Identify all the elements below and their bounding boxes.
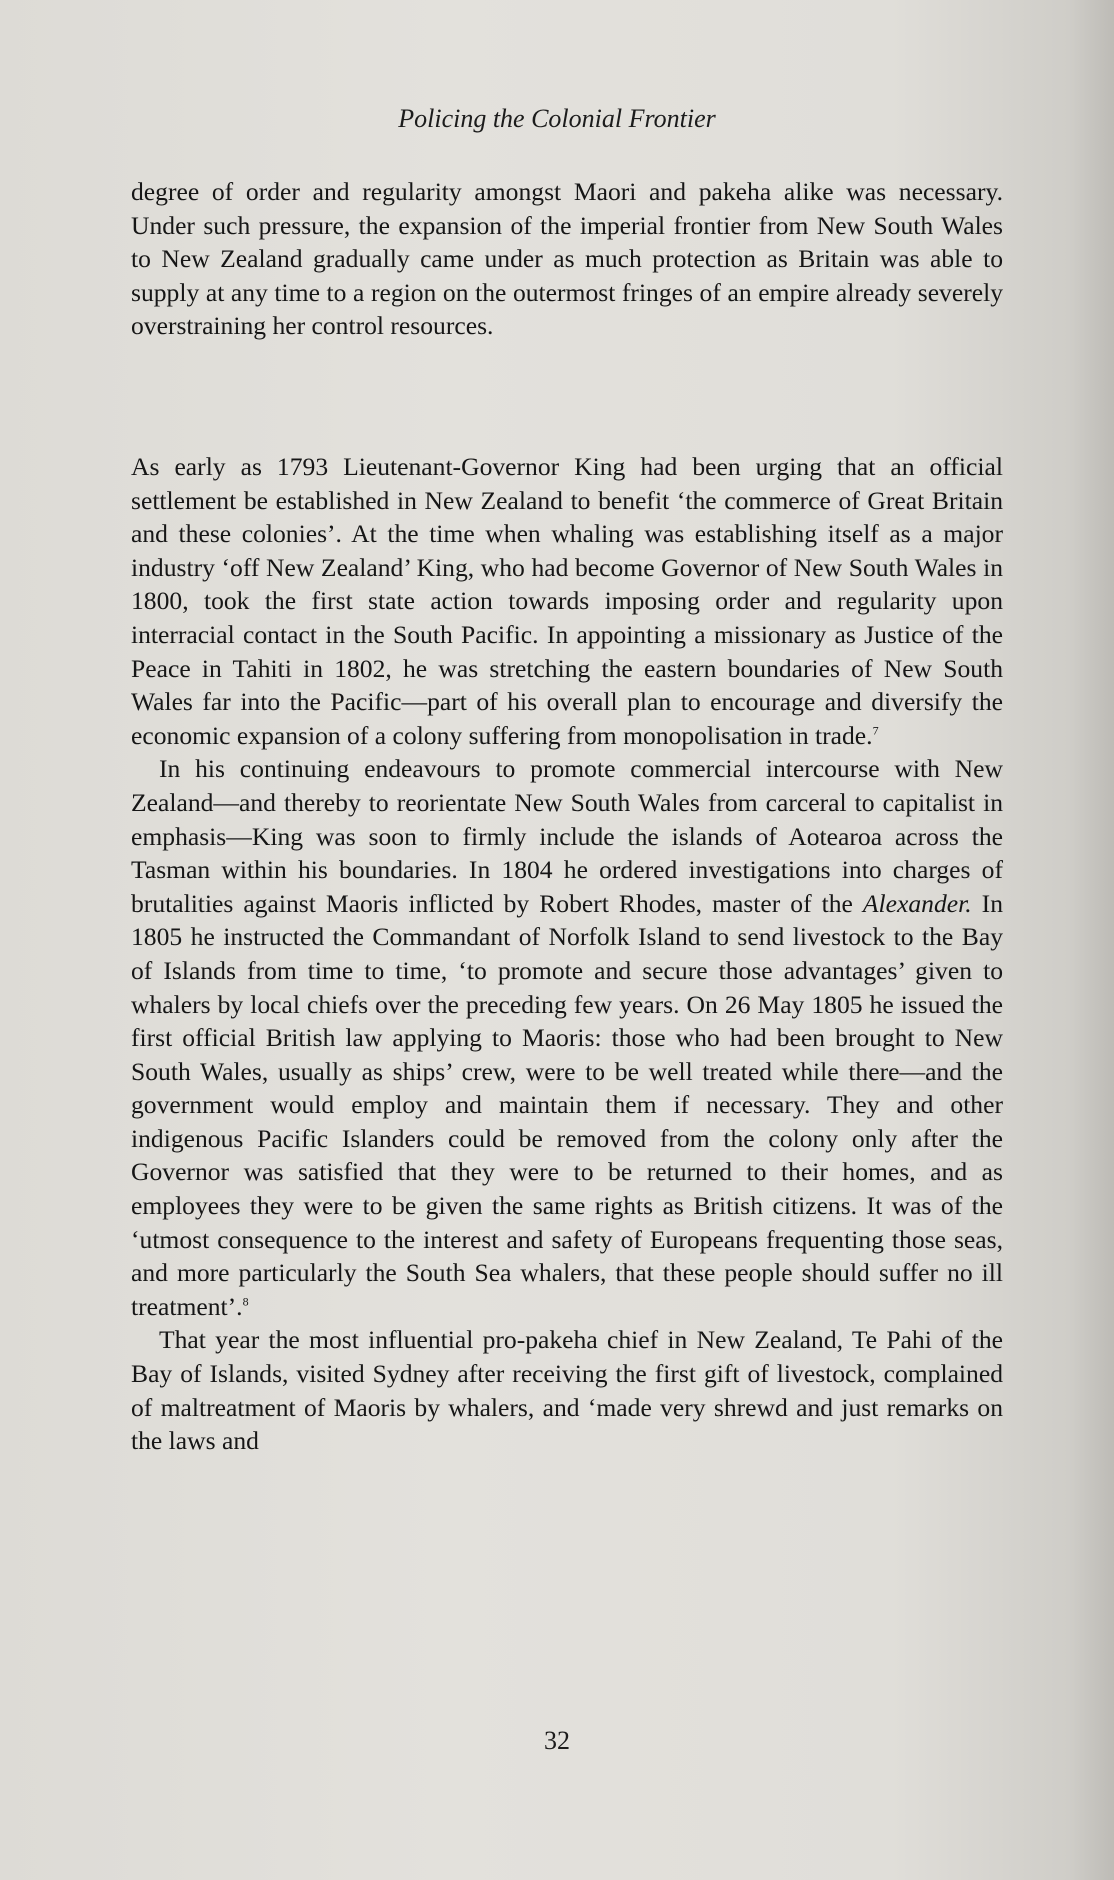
paragraph-text: In his continuing endeavours to promote commercial intercourse with New Zealand—and thereby to reorientate New South Wales from carceral to capitalist in emphasis—King was soon to firmly include the islands of Aotearoa across the Tasman within his boundaries. In 1804 he ordered investigations into charges of brutalities against Maoris inflicted by Robert Rhodes, master of the xyxy=(131,754,1003,918)
footnote-marker: 7 xyxy=(872,723,879,738)
paragraph-te-pahi: That year the most influential pro-pakeha chief in New Zealand, Te Pahi of the Bay of Islands, visited Sydney after receiving the first gift of livestock, complained of maltreatment of Maoris by whalers, and ‘made very shrewd and just remarks on the laws and xyxy=(131,1325,1003,1456)
text-block-main xyxy=(131,450,1003,1458)
footnote-marker: 8 xyxy=(242,1294,249,1309)
ship-name: Alexander. xyxy=(862,888,972,918)
paragraph-text: In 1805 he instructed the Commandant of Norfolk Island to send livestock to the Bay of Islands from time to time, ‘to promote and secure those advantages’ given to whalers by local chiefs over the preceding few years. On 26 May 1805 he issued the first official British law applying to Maoris: those who had been brought to New South Wales, usually as ships’ crew, were to be well treated while there—and the government would employ and maintain them if necessary. They and other indigenous Pacific Islanders could be removed from the colony only after the Governor was satisfied that they were to be returned to their homes, and as employees they were to be given the same rights as British citizens. It was of the ‘utmost consequence to the interest and safety of Europeans frequenting those seas, and more particularly the South Sea whalers, that these people should suffer no ill treatment’. xyxy=(131,888,1003,1321)
text-block-top xyxy=(131,175,1003,343)
paragraph-text: As early as 1793 Lieutenant-Governor King had been urging that an official settlement be established in New Zealand to benefit ‘the commerce of Great Britain and these colonies’. At the time when whaling was establishing itself as a major industry ‘off New Zealand’ King, who had become Governor of New South Wales in 1800, took the first state action towards imposing order and regularity upon interracial contact in the South Pacific. In appointing a missionary as Justice of the Peace in Tahiti in 1802, he was stretching the eastern boundaries of New South Wales far into the Pacific—part of his overall plan to encourage and diversify the economic expansion of a colony suffering from monopolisation in trade. xyxy=(131,452,1003,750)
page-number: 32 xyxy=(544,1726,570,1755)
paragraph-king-settlement xyxy=(131,450,1003,752)
running-head: Policing the Colonial Frontier xyxy=(398,104,716,133)
paragraph-continuation: degree of order and regularity amongst Maori and pakeha alike was necessary. Under such pressure, the expansion of the imperial frontier from New South Wales to New Zealand gradually came under as much protection as Britain was able to supply at any time to a region on the outermost fringes of an empire already severely overstraining her control resources. xyxy=(131,177,1003,341)
paragraph-commercial-intercourse xyxy=(131,752,1003,1323)
